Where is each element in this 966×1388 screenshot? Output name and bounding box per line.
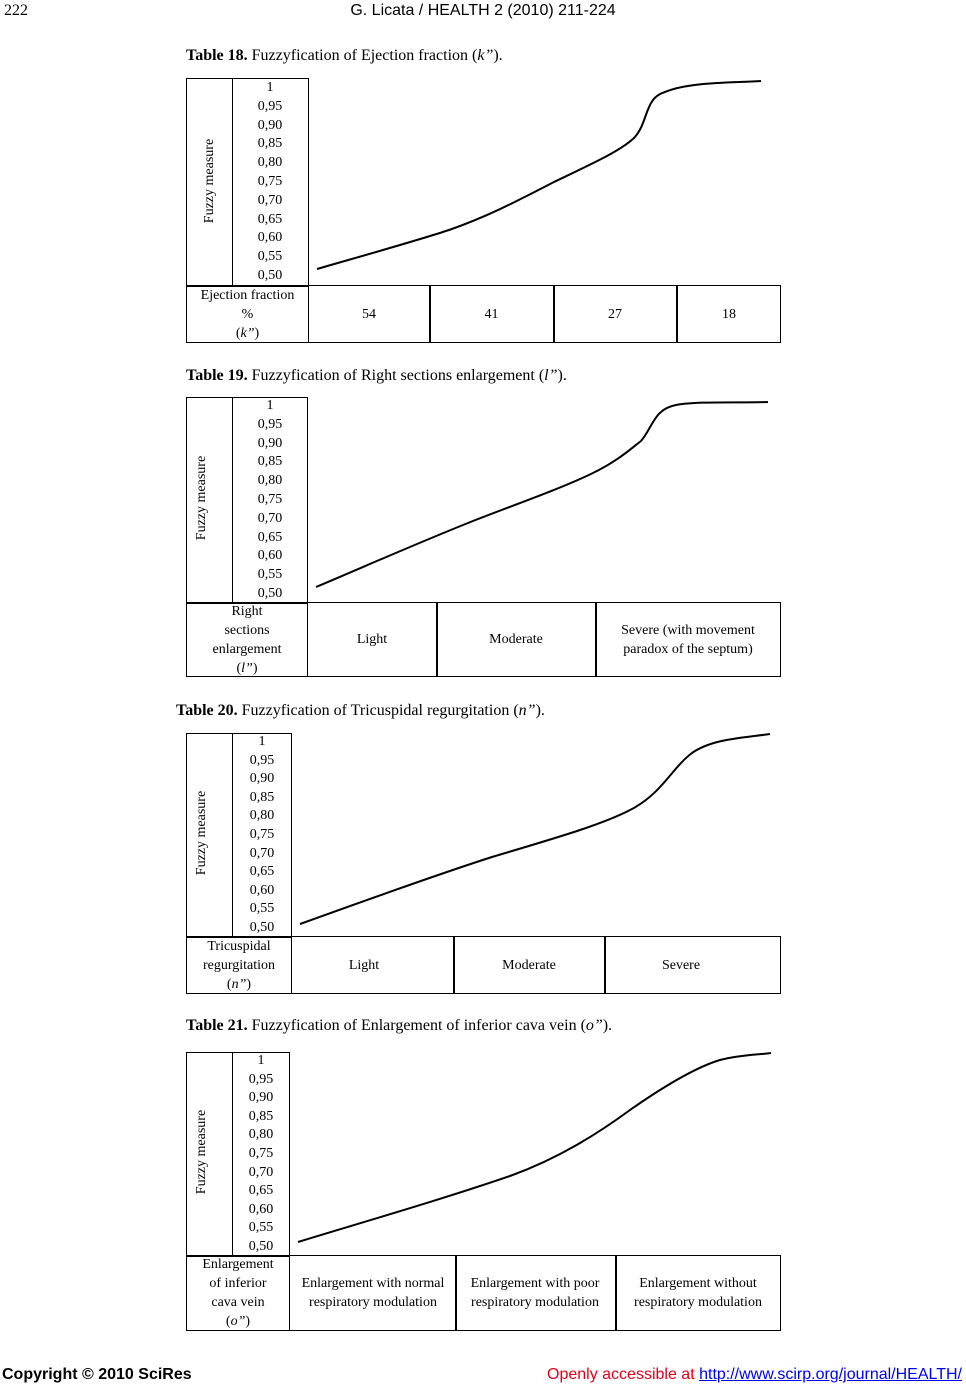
divider xyxy=(595,602,597,677)
y-tick-label: 0,80 xyxy=(257,155,283,171)
table-21-caption: Table 21. Fuzzyfication of Enlargement of inferior cava vein (o”). xyxy=(186,1017,613,1034)
y-axis-label: Fuzzy measure xyxy=(194,1109,209,1195)
table-18-caption: Table 18. Fuzzyfication of Ejection fraction (k”). xyxy=(186,47,503,64)
x-value: Enlargement with poor respiratory modulation xyxy=(470,1276,600,1310)
y-tick-label: 0,80 xyxy=(249,808,275,824)
access-text: Openly accessible at xyxy=(547,1366,700,1383)
x-value: Severe xyxy=(661,957,701,973)
y-tick-label: 0,60 xyxy=(257,230,283,246)
y-tick-label: 0,65 xyxy=(257,529,283,545)
y-ticks xyxy=(233,1053,289,1255)
y-tick-label: 0,65 xyxy=(249,864,275,880)
x-value: 18 xyxy=(722,306,736,322)
y-tick-label: 0,55 xyxy=(257,249,283,265)
y-tick-label: 0,95 xyxy=(249,752,275,768)
y-axis-label: Fuzzy measure xyxy=(194,455,209,541)
y-tick-label: 0,70 xyxy=(249,845,275,861)
fuzzy-curve xyxy=(290,1052,781,1257)
row-label: Enlargement of inferior cava vein (o”) xyxy=(202,1257,274,1329)
row-label: Right sections enlargement (l”) xyxy=(212,603,282,676)
copyright: Copyright © 2010 SciRes xyxy=(2,1366,192,1383)
table-19-caption: Table 19. Fuzzyfication of Right sections enlargement (l”). xyxy=(186,367,567,384)
y-tick-label: 0,75 xyxy=(257,173,283,189)
table-20-caption: Table 20. Fuzzyfication of Tricuspidal regurgitation (n”). xyxy=(176,702,545,719)
fuzzy-curve xyxy=(292,733,781,938)
running-title: G. Licata / HEALTH 2 (2010) 211-224 xyxy=(350,2,616,19)
x-value: Light xyxy=(356,632,388,647)
y-tick-label: 0,90 xyxy=(257,117,283,133)
divider xyxy=(455,1255,457,1331)
y-ticks xyxy=(233,734,291,936)
x-value: 41 xyxy=(484,306,499,322)
y-tick-label: 0,95 xyxy=(248,1071,274,1087)
x-value: Moderate xyxy=(489,632,543,647)
y-tick-label: 0,55 xyxy=(248,1220,274,1236)
y-tick-label: 0,85 xyxy=(257,454,283,470)
y-tick-label: 0,50 xyxy=(257,585,283,601)
y-tick-label: 0,75 xyxy=(257,491,283,507)
y-tick-label: 1 xyxy=(257,1053,265,1068)
x-value: 27 xyxy=(608,306,622,322)
y-tick-label: 0,85 xyxy=(248,1108,274,1124)
y-tick-label: 0,95 xyxy=(257,416,283,432)
y-tick-label: 0,85 xyxy=(257,136,283,152)
y-tick-label: 0,60 xyxy=(249,882,275,898)
y-tick-label: 0,50 xyxy=(257,267,283,283)
row-label: Ejection fraction % (k”) xyxy=(200,287,295,341)
x-value: 54 xyxy=(362,306,376,322)
y-tick-label: 0,65 xyxy=(248,1183,274,1199)
open-access-notice xyxy=(547,1366,962,1384)
x-value: Severe (with movement paradox of the septum) xyxy=(621,622,755,657)
y-tick-label: 0,95 xyxy=(257,98,283,114)
y-tick-label: 1 xyxy=(266,80,274,95)
fuzzy-curve xyxy=(309,78,781,287)
y-tick-label: 0,60 xyxy=(248,1201,274,1217)
x-value: Light xyxy=(348,957,380,973)
fuzzy-curve xyxy=(308,397,781,604)
y-tick-label: 0,70 xyxy=(257,192,283,208)
divider xyxy=(615,1255,617,1331)
y-tick-label: 0,90 xyxy=(257,435,283,451)
y-tick-label: 0,55 xyxy=(249,901,275,917)
y-tick-label: 1 xyxy=(266,398,274,413)
y-ticks xyxy=(235,80,305,284)
y-tick-label: 0,85 xyxy=(249,789,275,805)
y-tick-label: 0,80 xyxy=(248,1127,274,1143)
y-axis-label: Fuzzy measure xyxy=(202,138,217,224)
y-tick-label: 0,55 xyxy=(257,567,283,583)
row-label: Tricuspidal regurgitation (n”) xyxy=(202,938,276,992)
x-value: Enlargement with normal respiratory modulation xyxy=(301,1276,445,1310)
journal-link[interactable]: http://www.scirp.org/journal/HEALTH/ xyxy=(699,1366,962,1383)
page-number: 222 xyxy=(4,2,28,19)
y-tick-label: 1 xyxy=(258,734,266,749)
y-tick-label: 0,75 xyxy=(248,1145,274,1161)
y-tick-label: 0,70 xyxy=(248,1164,274,1180)
x-value: Moderate xyxy=(502,957,556,973)
y-ticks xyxy=(235,398,305,602)
y-tick-label: 0,50 xyxy=(249,919,275,935)
y-axis-label: Fuzzy measure xyxy=(194,790,209,876)
y-tick-label: 0,70 xyxy=(257,510,283,526)
y-tick-label: 0,50 xyxy=(248,1238,274,1254)
y-tick-label: 0,65 xyxy=(257,211,283,227)
x-value: Enlargement without respiratory modulation xyxy=(634,1276,762,1310)
y-tick-label: 0,80 xyxy=(257,473,283,489)
y-tick-label: 0,75 xyxy=(249,826,275,842)
y-tick-label: 0,60 xyxy=(257,548,283,564)
y-tick-label: 0,90 xyxy=(248,1090,274,1106)
y-tick-label: 0,90 xyxy=(249,771,275,787)
